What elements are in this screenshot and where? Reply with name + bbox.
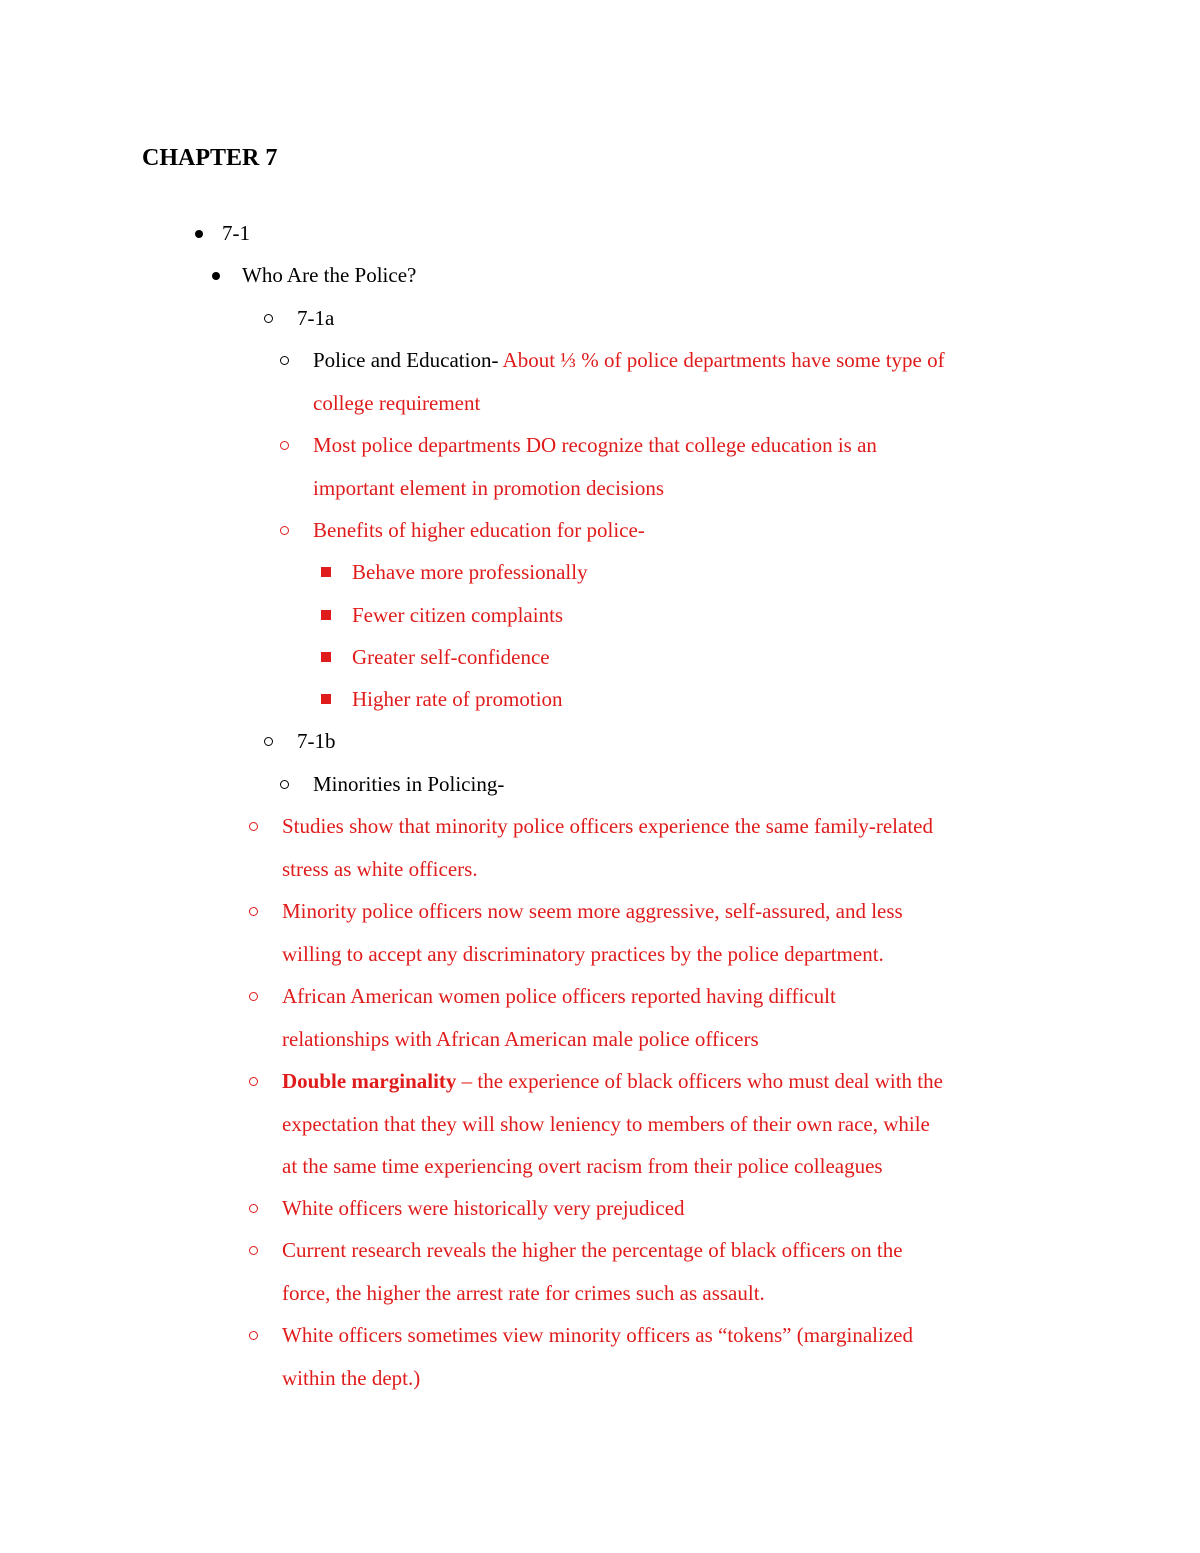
recognize-line2: important element in promotion decisions (313, 475, 665, 500)
subsection-label: 7-1a (297, 306, 335, 330)
minority-point (282, 1314, 913, 1399)
circle-bullet-icon (249, 1331, 258, 1340)
defined-term: Double marginality (282, 1069, 457, 1093)
benefits-lead: Benefits of higher education for police- (313, 518, 645, 542)
minority-point (282, 975, 836, 1060)
list-item-recognize (313, 424, 877, 509)
square-bullet-icon (321, 694, 331, 704)
point-line: expectation that they will show leniency to members of their own race, while (282, 1111, 930, 1136)
circle-bullet-icon (264, 737, 273, 746)
benefit-item (352, 636, 550, 679)
benefit-text: Higher rate of promotion (352, 687, 563, 711)
section-label: 7-1 (222, 221, 250, 245)
list-item-who-are-the-police (242, 254, 416, 297)
police-education-line1 (313, 339, 945, 382)
point-line: Current research reveals the higher the percentage of black officers on the (282, 1238, 903, 1262)
minority-point (282, 1187, 685, 1230)
circle-bullet-icon (280, 441, 289, 450)
circle-bullet-icon (264, 314, 273, 323)
benefit-item (352, 678, 563, 721)
police-education-lead: Police and Education- (313, 348, 499, 372)
circle-bullet-icon (280, 526, 289, 535)
circle-bullet-icon (249, 992, 258, 1001)
square-bullet-icon (321, 610, 331, 620)
circle-bullet-icon (249, 1246, 258, 1255)
police-education-line2: college requirement (313, 390, 481, 415)
point-line: White officers were historically very prejudiced (282, 1196, 685, 1220)
list-item-police-education (313, 339, 945, 424)
minority-point (282, 805, 933, 890)
minorities-lead: Minorities in Policing- (313, 772, 505, 796)
list-item-7-1a (297, 297, 334, 340)
list-item-minorities (313, 763, 504, 806)
benefit-text: Fewer citizen complaints (352, 603, 564, 627)
point-line: relationships with African American male police officers (282, 1026, 759, 1051)
square-bullet-icon (321, 567, 331, 577)
chapter-heading: CHAPTER 7 (142, 145, 278, 171)
minority-point (282, 1229, 903, 1314)
circle-bullet-icon (249, 907, 258, 916)
circle-bullet-icon (249, 1077, 258, 1086)
disc-bullet-icon (212, 272, 220, 280)
point-line: within the dept.) (282, 1365, 421, 1390)
point-line: force, the higher the arrest rate for crimes such as assault. (282, 1280, 765, 1305)
circle-bullet-icon (249, 1204, 258, 1213)
circle-bullet-icon (280, 356, 289, 365)
list-item-benefits (313, 509, 645, 552)
point-line (282, 1060, 943, 1103)
minority-point-double-marginality (282, 1060, 943, 1188)
benefit-item (352, 551, 588, 594)
disc-bullet-icon (195, 230, 203, 238)
list-item-7-1 (222, 212, 250, 255)
subsection-label: 7-1b (297, 729, 336, 753)
point-line: willing to accept any discriminatory practices by the police department. (282, 941, 884, 966)
benefit-text: Behave more professionally (352, 560, 588, 584)
square-bullet-icon (321, 652, 331, 662)
point-line: African American women police officers reported having difficult (282, 984, 836, 1008)
benefit-text: Greater self-confidence (352, 645, 550, 669)
definition-text: – the experience of black officers who must deal with the (456, 1069, 943, 1093)
benefit-item (352, 594, 563, 637)
point-line: Studies show that minority police officers experience the same family-related (282, 814, 933, 838)
circle-bullet-icon (280, 780, 289, 789)
point-line: Minority police officers now seem more aggressive, self-assured, and less (282, 899, 903, 923)
circle-bullet-icon (249, 822, 258, 831)
recognize-line1: Most police departments DO recognize that college education is an (313, 433, 877, 457)
list-item-7-1b (297, 720, 336, 763)
point-line: stress as white officers. (282, 856, 478, 881)
police-education-text: About ⅓ % of police departments have some type of (502, 348, 945, 372)
minority-point (282, 890, 903, 975)
point-line: at the same time experiencing overt racism from their police colleagues (282, 1154, 883, 1178)
topic-label: Who Are the Police? (242, 263, 417, 287)
point-line: White officers sometimes view minority officers as “tokens” (marginalized (282, 1323, 913, 1347)
